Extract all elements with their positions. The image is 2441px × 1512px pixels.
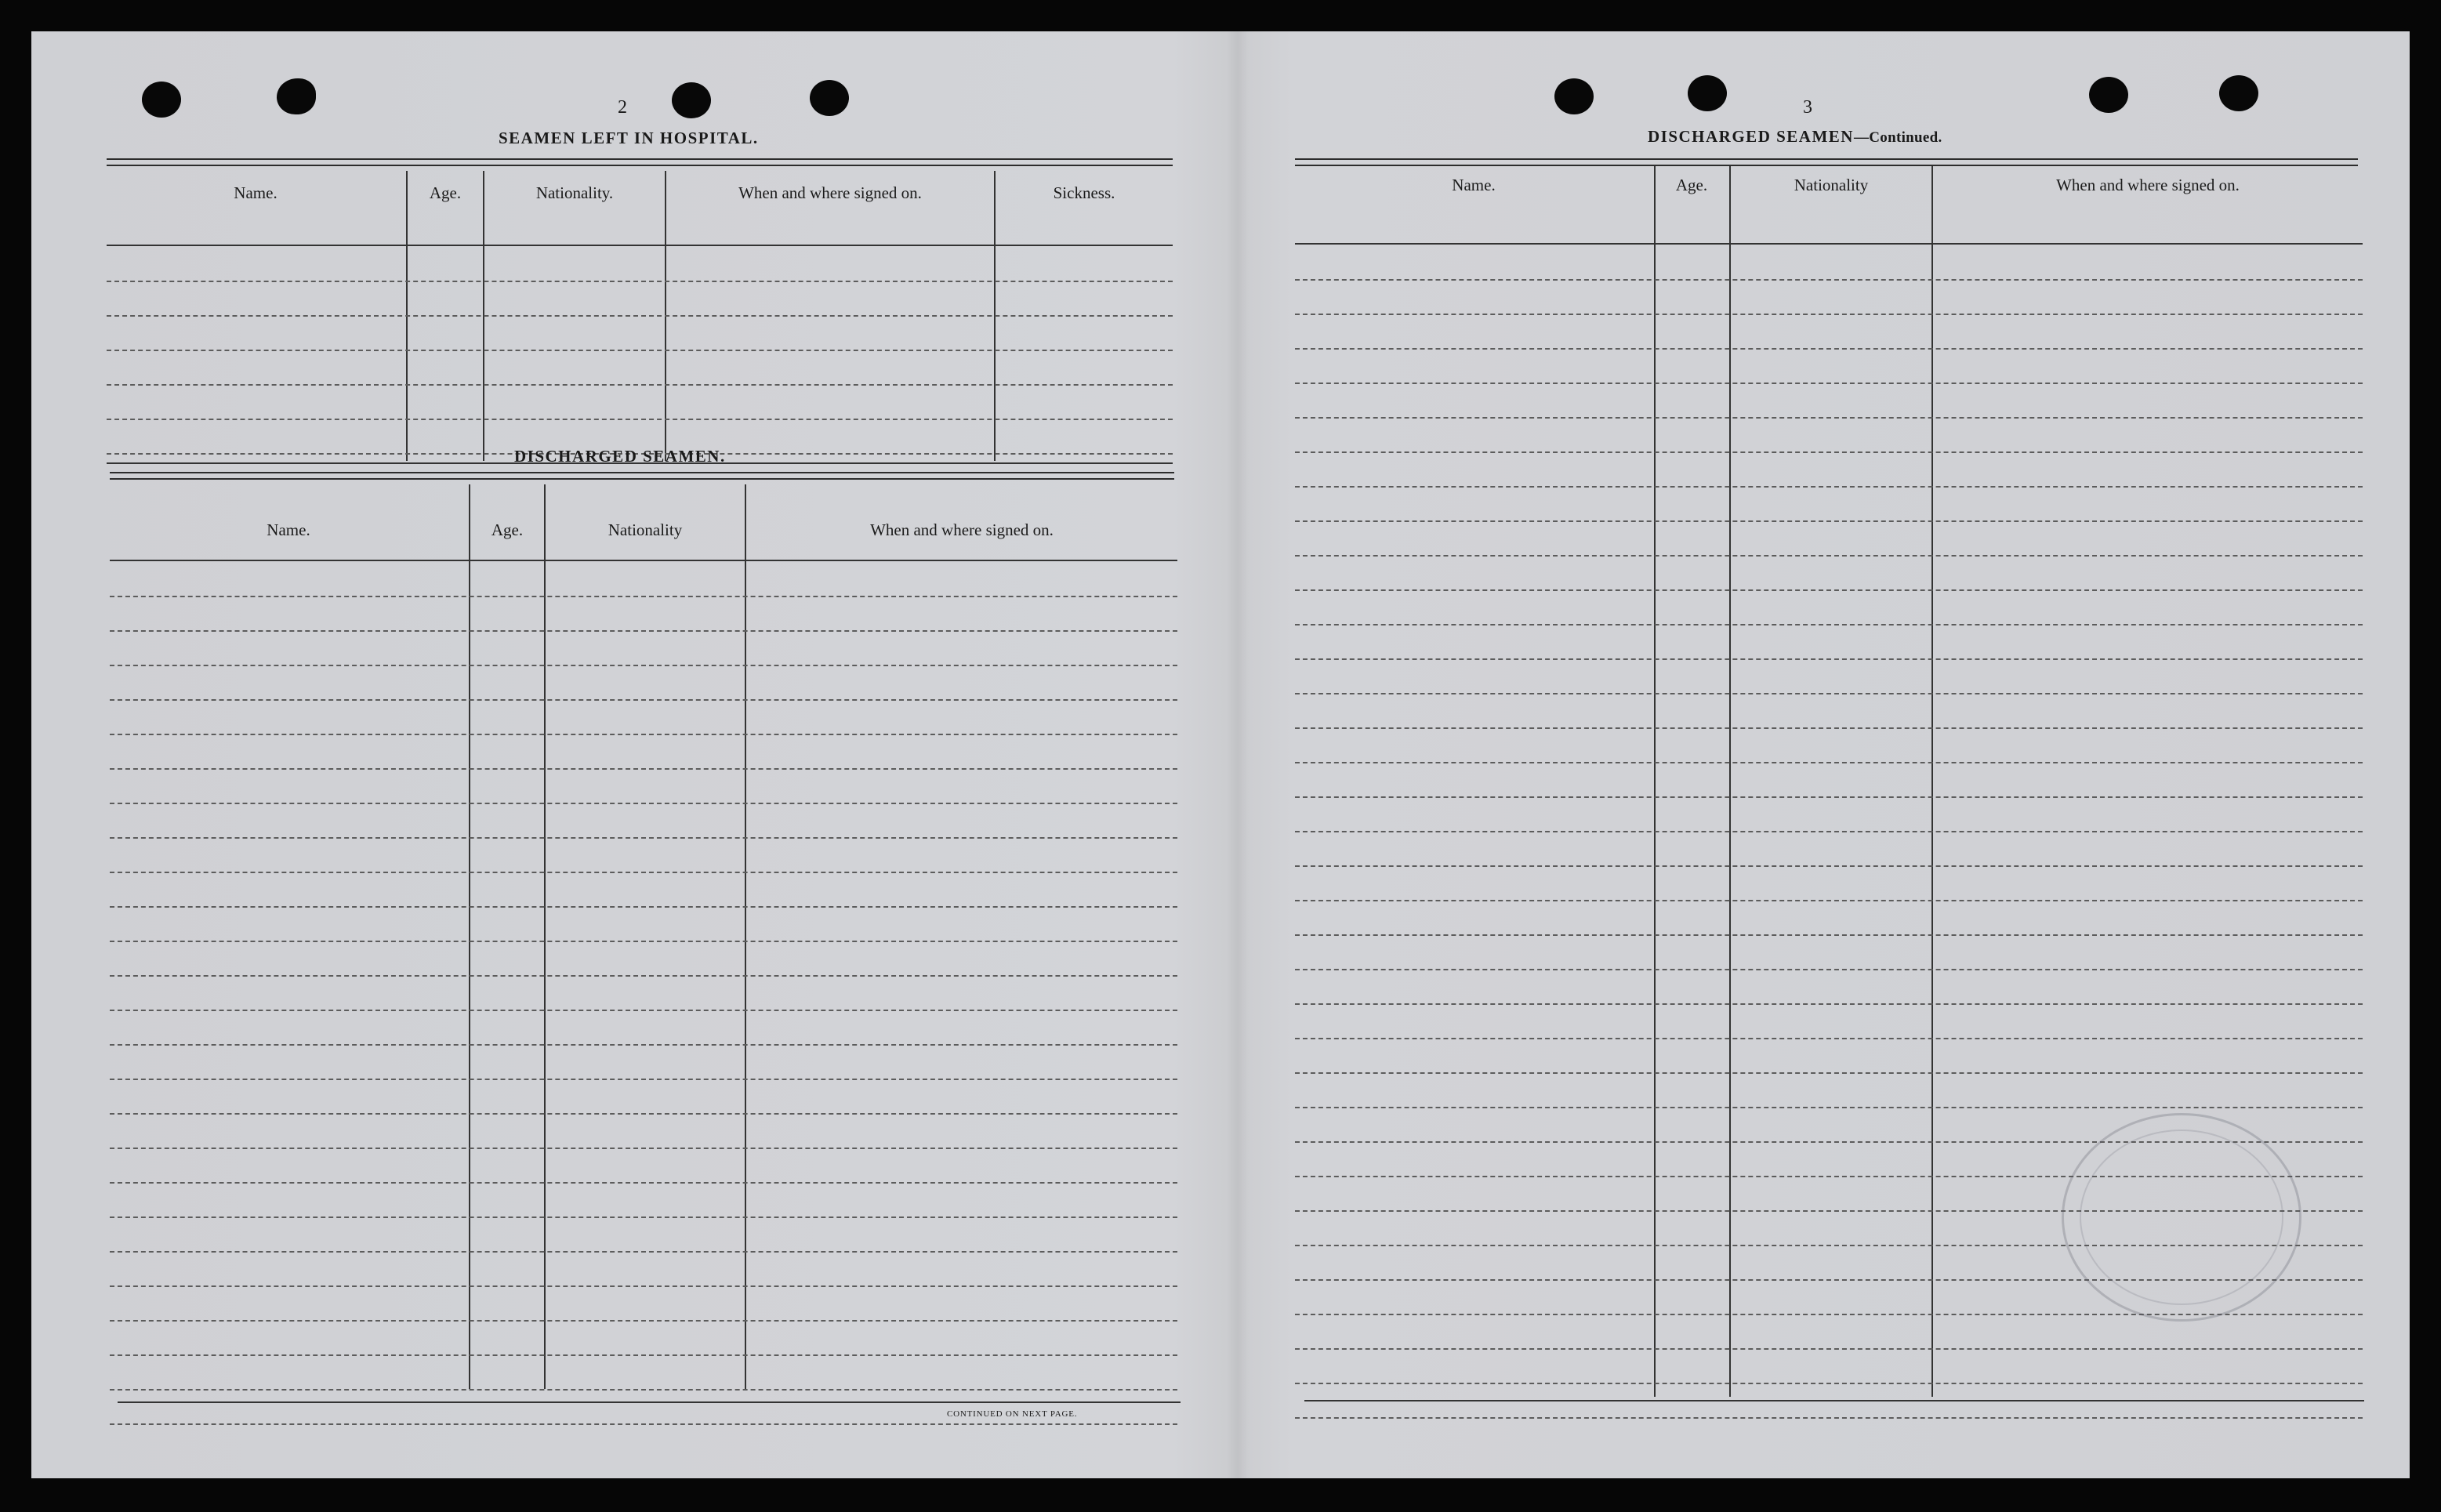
entry-line [110, 941, 1177, 942]
entry-line [1295, 383, 2363, 384]
entry-line [1295, 969, 2363, 970]
continued-col-nationality: Nationality [1794, 176, 1869, 194]
entry-line [110, 1182, 1177, 1184]
entry-line [1295, 727, 2363, 729]
entry-line [1295, 1348, 2363, 1350]
punch-hole [672, 82, 711, 118]
continued-col-name: Name. [1452, 176, 1496, 194]
entry-line [110, 1423, 1177, 1425]
punch-hole [142, 82, 181, 118]
discharged-continued-title [1648, 127, 1942, 147]
entry-line [1295, 624, 2363, 625]
entry-line [110, 1285, 1177, 1287]
entry-line [110, 1079, 1177, 1080]
hospital-entry-line [107, 315, 1173, 317]
discharged-col-divider [745, 484, 746, 1389]
entry-line [1295, 486, 2363, 488]
entry-line [1295, 1107, 2363, 1108]
entry-line [1295, 658, 2363, 660]
entry-line [1295, 589, 2363, 591]
entry-line [1295, 796, 2363, 798]
entry-line [110, 1148, 1177, 1149]
entry-line [1295, 555, 2363, 557]
entry-line [110, 734, 1177, 735]
discharged-top-rule [110, 472, 1174, 480]
discharged-col-name: Name. [267, 520, 310, 539]
hospital-entry-line [107, 419, 1173, 420]
entry-line [1295, 762, 2363, 763]
entry-line [1295, 934, 2363, 936]
punch-hole [2089, 77, 2128, 113]
entry-line [110, 1113, 1177, 1115]
punch-hole [1688, 75, 1727, 111]
discharged-col-divider [469, 484, 470, 1389]
page-number-right: 3 [1803, 97, 1812, 118]
punch-hole [277, 78, 316, 114]
entry-line [1295, 693, 2363, 694]
hospital-section-title: SEAMEN LEFT IN HOSPITAL. [499, 129, 759, 147]
entry-line [110, 1389, 1177, 1391]
continued-bottom-rule [1304, 1400, 2364, 1401]
entry-line [110, 1216, 1177, 1218]
entry-line [110, 1251, 1177, 1253]
continued-col-signed-on: When and where signed on. [2056, 176, 2240, 194]
faded-stamp-seal [2062, 1113, 2301, 1322]
continued-top-rule [1295, 158, 2358, 166]
discharged-continued-suffix: —Continued. [1853, 129, 1942, 146]
entry-line [1295, 279, 2363, 281]
continued-col-divider [1931, 166, 1933, 1397]
continued-col-divider [1729, 166, 1731, 1397]
continued-col-divider [1654, 166, 1656, 1397]
hospital-col-age: Age. [429, 183, 462, 202]
entry-line [1295, 520, 2363, 522]
entry-line [1295, 865, 2363, 867]
punch-hole [810, 80, 849, 116]
entry-line [110, 699, 1177, 701]
hospital-col-sickness: Sickness. [1053, 183, 1115, 202]
entry-line [1295, 900, 2363, 901]
entry-line [110, 1354, 1177, 1356]
hospital-top-rule [107, 158, 1173, 166]
continued-col-age: Age. [1675, 176, 1708, 194]
page-fold [1227, 31, 1249, 1478]
entry-line [110, 1044, 1177, 1046]
discharged-table [110, 484, 1177, 1389]
hospital-entry-line [107, 384, 1173, 386]
discharged-col-age: Age. [491, 520, 524, 539]
punch-hole [2219, 75, 2258, 111]
entry-line [1295, 417, 2363, 419]
continued-header-rule [1295, 243, 2363, 245]
entry-line [110, 1010, 1177, 1011]
continued-note: CONTINUED ON NEXT PAGE. [947, 1409, 1078, 1419]
discharged-continued-title-text: DISCHARGED SEAMEN [1648, 127, 1854, 146]
hospital-col-nationality: Nationality. [535, 183, 614, 202]
entry-line [1295, 1417, 2363, 1419]
hospital-col-signed-on: When and where signed on. [738, 183, 922, 202]
discharged-section-title: DISCHARGED SEAMEN. [514, 447, 726, 466]
hospital-entry-line [107, 281, 1173, 282]
punch-hole [1554, 78, 1594, 114]
entry-line [1295, 1003, 2363, 1005]
hospital-header-rule [107, 245, 1173, 246]
entry-line [1295, 1038, 2363, 1039]
stamp-inner-ring [2080, 1129, 2283, 1305]
entry-line [110, 630, 1177, 632]
entry-line [110, 665, 1177, 666]
discharged-col-signed-on: When and where signed on. [870, 520, 1054, 539]
document-sheet [31, 31, 2410, 1478]
entry-line [110, 872, 1177, 873]
entry-line [1295, 831, 2363, 832]
entry-line [1295, 451, 2363, 453]
hospital-entry-line [107, 350, 1173, 351]
entry-line [110, 837, 1177, 839]
hospital-table [107, 171, 1173, 461]
entry-line [110, 906, 1177, 908]
discharged-bottom-rule [118, 1401, 1181, 1403]
entry-line [1295, 348, 2363, 350]
entry-line [110, 975, 1177, 977]
hospital-col-name: Name. [234, 183, 277, 202]
entry-line [110, 1320, 1177, 1322]
entry-line [1295, 314, 2363, 315]
discharged-col-nationality: Nationality [608, 520, 683, 539]
entry-line [1295, 1072, 2363, 1074]
discharged-col-divider [544, 484, 546, 1389]
entry-line [1295, 1383, 2363, 1384]
discharged-header-rule [110, 560, 1177, 561]
entry-line [110, 596, 1177, 597]
page-number-left: 2 [618, 97, 627, 118]
entry-line [110, 768, 1177, 770]
entry-line [110, 803, 1177, 804]
